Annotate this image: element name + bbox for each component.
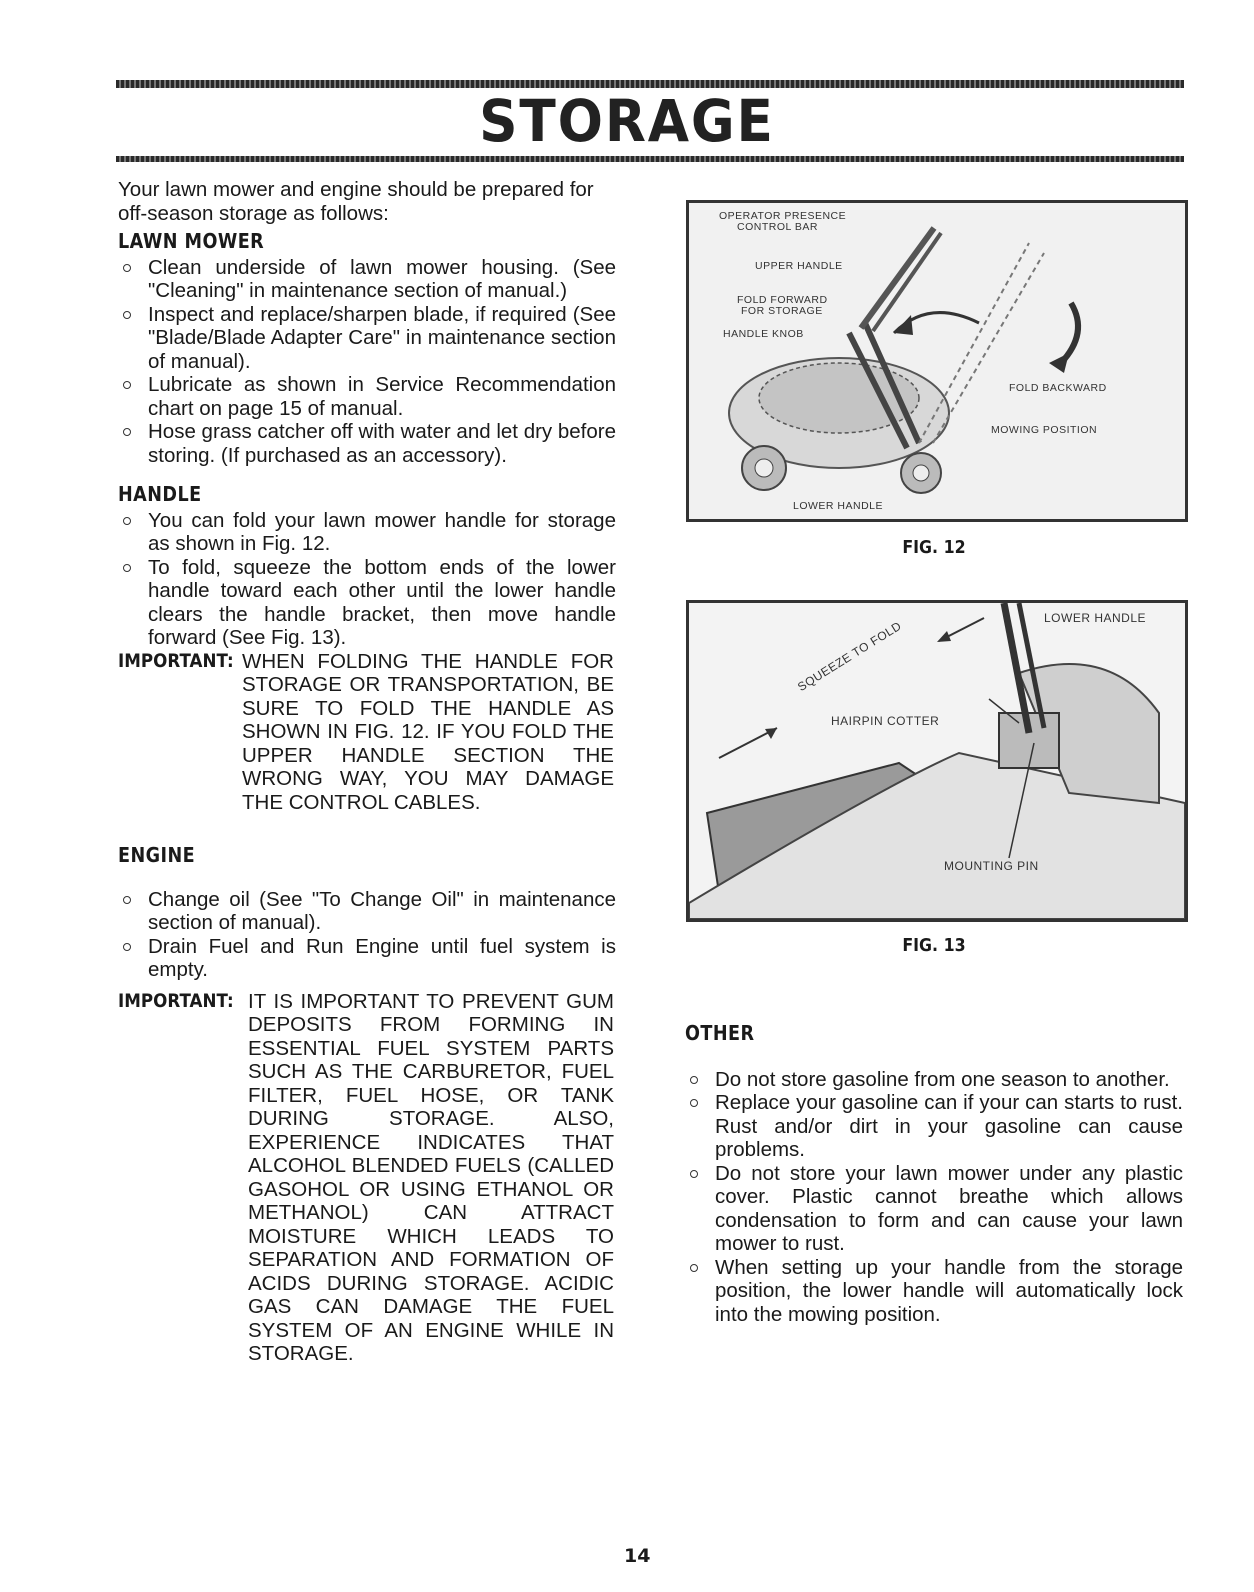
important-label: IMPORTANT: (118, 649, 234, 672)
hairpin-cotter-label: HAIRPIN COTTER (831, 714, 940, 728)
handle-heading: HANDLE (118, 482, 202, 506)
handle-list (118, 509, 616, 650)
engine-list (118, 888, 616, 982)
mounting-pin-label: MOUNTING PIN (944, 859, 1039, 873)
important-label: IMPORTANT: (118, 989, 234, 1012)
list-item: When setting up your handle from the storage position, the lower handle will automatically lock into the mowing position. (685, 1256, 1183, 1327)
fig13-illustration (689, 603, 1185, 919)
handle-important-note (118, 650, 616, 815)
other-list (685, 1068, 1183, 1327)
lawn-mower-list (118, 256, 616, 468)
lawn-mower-heading: LAWN MOWER (118, 229, 265, 253)
label-line: FOR STORAGE (741, 305, 823, 317)
fig13-diagram (686, 600, 1188, 922)
lower-handle-label: LOWER HANDLE (1044, 611, 1147, 625)
list-item: Do not store gasoline from one season to another. (685, 1068, 1183, 1092)
engine-important-note (118, 990, 616, 1366)
engine-heading: ENGINE (118, 843, 196, 867)
fig12-diagram (686, 200, 1188, 522)
squeeze-to-fold-label: SQUEEZE TO FOLD (795, 618, 904, 695)
list-item: Hose grass catcher off with water and let dry before storing. (If purchased as an accessory). (118, 420, 616, 467)
label-line: FOLD FORWARD (737, 294, 828, 306)
fig12-caption: FIG. 12 (902, 537, 966, 558)
list-item: Replace your gasoline can if your can starts to rust. Rust and/or dirt in your gasoline can cause problems. (685, 1091, 1183, 1162)
fold-forward-label (737, 295, 828, 317)
fig12-illustration (689, 203, 1185, 519)
left-column (118, 178, 616, 1366)
intro-text: Your lawn mower and engine should be prepared for off-season storage as follows: (118, 178, 594, 225)
handle-knob-label: HANDLE KNOB (723, 328, 804, 340)
important-text: WHEN FOLDING THE HANDLE FOR STORAGE OR TRANSPORTATION, BE SURE TO FOLD THE HANDLE AS SHOWN IN FIG. 12. IF YOU FOLD THE UPPER HANDLE SECTION THE WRONG WAY, YOU MAY DAMAGE THE CONTROL CABLES. (242, 649, 614, 814)
upper-handle-label: UPPER HANDLE (755, 260, 843, 272)
operator-control-label (719, 211, 846, 233)
list-item: Do not store your lawn mower under any plastic cover. Plastic cannot breathe which allows condensation to form and can cause your lawn mower to rust. (685, 1162, 1183, 1256)
label-line: OPERATOR PRESENCE (719, 210, 847, 222)
title-bottom-rule (116, 156, 1184, 162)
list-item: You can fold your lawn mower handle for storage as shown in Fig. 12. (118, 509, 616, 556)
right-column (685, 1022, 1183, 1326)
list-item: Drain Fuel and Run Engine until fuel system is empty. (118, 935, 616, 982)
list-item: Lubricate as shown in Service Recommendation chart on page 15 of manual. (118, 373, 616, 420)
page-number: 14 (624, 1545, 651, 1567)
lower-handle-label: LOWER HANDLE (793, 500, 884, 512)
list-item: To fold, squeeze the bottom ends of the lower handle toward each other until the lower handle clears the handle bracket, then move handle forward (See Fig. 13). (118, 556, 616, 650)
list-item: Clean underside of lawn mower housing. (See "Cleaning" in maintenance section of manual.) (118, 256, 616, 303)
other-heading: OTHER (685, 1021, 755, 1045)
fold-backward-label: FOLD BACKWARD (1009, 382, 1107, 394)
important-text: IT IS IMPORTANT TO PREVENT GUM DEPOSITS FROM FORMING IN ESSENTIAL FUEL SYSTEM PARTS SUCH AS THE CARBURETOR, FUEL FILTER, FUEL HOSE, OR TANK DURING STORAGE. ALSO, EXPERIENCE INDICATES THAT ALCOHOL BLENDED FUELS (CALLED GASOHOL OR USING ETHANOL OR METHANOL) CAN ATTRACT MOISTURE WHICH LEADS TO SEPARATION AND FORMATION OF ACIDS DURING STORAGE. ACIDIC GAS CAN DAMAGE THE FUEL SYSTEM OF AN ENGINE WHILE IN STORAGE. (248, 989, 614, 1365)
list-item: Inspect and replace/sharpen blade, if required (See "Blade/Blade Adapter Care" in maintenance section of manual). (118, 303, 616, 374)
list-item: Change oil (See "To Change Oil" in maintenance section of manual). (118, 888, 616, 935)
mowing-position-label: MOWING POSITION (991, 424, 1098, 436)
fig13-caption: FIG. 13 (902, 935, 966, 956)
label-line: CONTROL BAR (737, 221, 818, 233)
page-title: STORAGE (479, 87, 775, 155)
